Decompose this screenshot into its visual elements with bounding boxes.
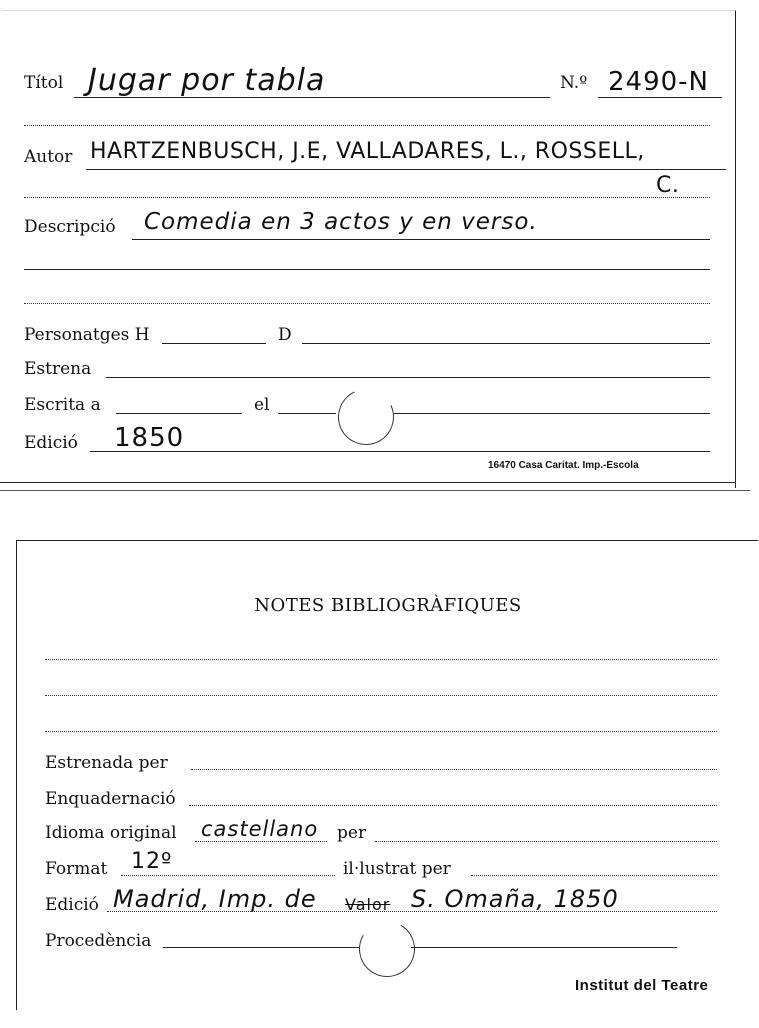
catalog-card-back xyxy=(16,540,758,1010)
dotted-line xyxy=(45,695,717,696)
enquadernacio-label: Enquadernació xyxy=(45,789,176,809)
idioma-value: castellano xyxy=(201,817,319,841)
dotted-line xyxy=(45,659,717,660)
el-line-right xyxy=(394,413,710,414)
titol-value: Jugar por tabla xyxy=(88,63,326,98)
personatges-h-line xyxy=(162,343,266,344)
estrena-label: Estrena xyxy=(24,359,92,379)
idioma-line xyxy=(195,841,327,842)
dotted-line xyxy=(24,125,710,126)
format-label: Format xyxy=(45,859,108,879)
estrenada-label: Estrenada per xyxy=(45,753,168,773)
number-label: N.º xyxy=(560,73,588,93)
idioma-label: Idioma original xyxy=(45,823,177,843)
edicio-back-value-a: Madrid, Imp. de xyxy=(113,885,317,913)
format-value: 12º xyxy=(131,849,173,874)
notes-title: NOTES BIBLIOGRÀFIQUES xyxy=(254,595,522,616)
illustrat-label: il·lustrat per xyxy=(343,859,451,879)
escrita-line xyxy=(116,413,242,414)
edicio-back-line xyxy=(107,911,717,912)
enquadernacio-line xyxy=(189,805,717,806)
illustrat-line xyxy=(471,875,717,876)
personatges-label: Personatges H xyxy=(24,325,150,345)
autor-label: Autor xyxy=(24,147,73,167)
format-line xyxy=(121,875,335,876)
number-line xyxy=(598,97,722,98)
edicio-line xyxy=(90,451,710,452)
descripcio-line xyxy=(132,239,710,240)
procedencia-line xyxy=(163,947,359,948)
blank-line xyxy=(24,269,710,270)
titol-label: Títol xyxy=(24,73,64,93)
el-label: el xyxy=(254,395,270,415)
autor-value: HARTZENBUSCH, J.E, VALLADARES, L., ROSSELL, xyxy=(90,139,645,164)
autor-line xyxy=(86,169,726,170)
dotted-line xyxy=(24,197,710,198)
institution-footer: Institut del Teatre xyxy=(575,977,709,994)
card-separator xyxy=(0,490,750,491)
dotted-line xyxy=(45,731,717,732)
escrita-label: Escrita a xyxy=(24,395,101,415)
card-front-bottom-edge xyxy=(0,482,736,483)
edicio-back-label: Edició xyxy=(45,895,99,915)
catalog-card-front xyxy=(2,10,736,488)
idioma-per-line xyxy=(375,841,717,842)
edicio-label: Edició xyxy=(24,433,78,453)
printer-imprint: 16470 Casa Caritat. Imp.-Escola xyxy=(488,460,639,471)
punch-hole xyxy=(330,381,402,453)
procedencia-label: Procedència xyxy=(45,931,152,951)
personatges-d-line xyxy=(302,343,710,344)
estrena-line xyxy=(106,377,710,378)
punch-hole xyxy=(353,915,422,984)
edicio-back-struck: Valor xyxy=(345,895,391,914)
edicio-value: 1850 xyxy=(114,423,185,453)
titol-line xyxy=(74,97,550,98)
idioma-per-label: per xyxy=(337,823,367,843)
d-label: D xyxy=(278,325,292,345)
el-line xyxy=(278,413,336,414)
descripcio-label: Descripció xyxy=(24,217,116,237)
procedencia-line-right xyxy=(411,947,677,948)
dotted-line xyxy=(24,303,710,304)
estrenada-line xyxy=(191,769,717,770)
descripcio-value: Comedia en 3 actos y en verso. xyxy=(144,209,538,235)
number-value: 2490-N xyxy=(608,67,709,97)
edicio-back-value-b: S. Omaña, 1850 xyxy=(411,885,619,913)
autor-value-cont: C. xyxy=(656,173,680,198)
